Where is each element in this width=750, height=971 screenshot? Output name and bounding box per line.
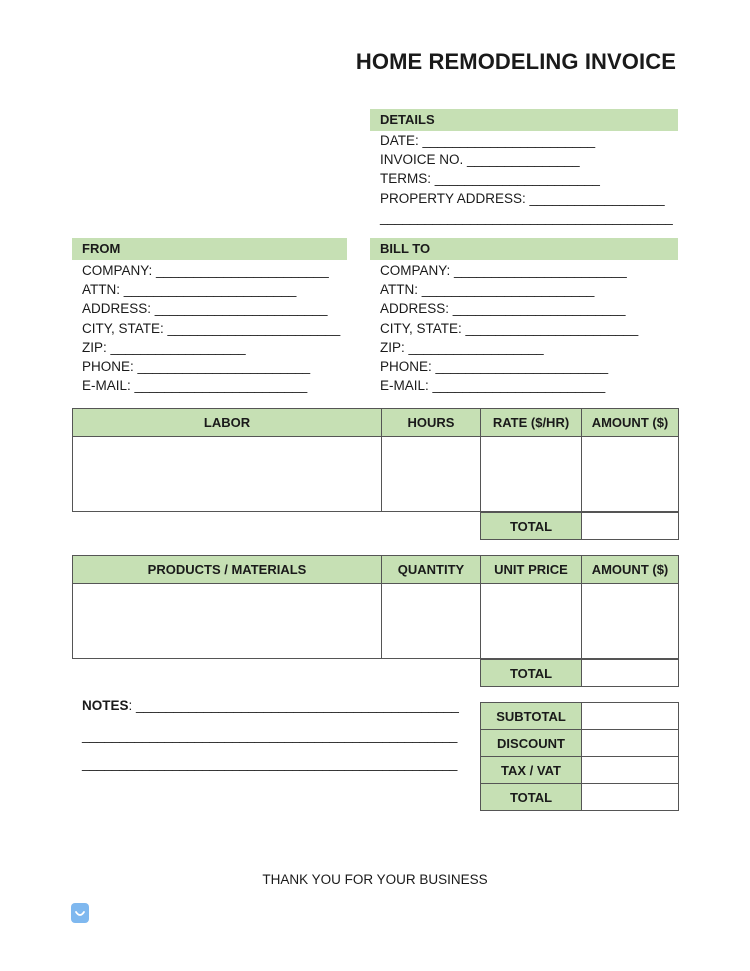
from-section <box>82 261 340 395</box>
labor-description-cell[interactable] <box>73 437 382 512</box>
notes-label: NOTES <box>82 698 129 713</box>
bill-to-section <box>380 261 638 395</box>
terms-field[interactable]: TERMS: ______________________ <box>380 171 600 187</box>
bill-to-address-field[interactable]: ADDRESS: _______________________ <box>380 301 626 317</box>
grand-total-label: TOTAL <box>481 784 582 811</box>
rate-cell[interactable] <box>481 437 582 512</box>
quantity-column-header: QUANTITY <box>382 556 481 584</box>
notes-line-2[interactable]: __________________________________________________ <box>82 728 458 743</box>
from-phone-field[interactable]: PHONE: _______________________ <box>82 359 311 375</box>
materials-table <box>72 555 679 659</box>
labor-amount-cell[interactable] <box>582 437 679 512</box>
labor-table <box>72 408 679 512</box>
bill-to-company-field[interactable]: COMPANY: _______________________ <box>380 263 627 278</box>
grand-total-row <box>481 784 679 811</box>
grand-total-value[interactable] <box>582 784 679 811</box>
materials-header-row <box>73 556 679 584</box>
from-city-state-field[interactable]: CITY, STATE: _______________________ <box>82 320 341 336</box>
bill-to-attn-field[interactable]: ATTN: _______________________ <box>380 282 595 298</box>
summary-table <box>480 702 679 811</box>
unit-price-cell[interactable] <box>481 584 582 659</box>
discount-row <box>481 730 679 757</box>
materials-description-cell[interactable] <box>73 584 382 659</box>
labor-entry-row <box>73 437 679 512</box>
details-section <box>380 131 673 227</box>
notes-line-1: : ___________________________________________ <box>128 698 459 713</box>
labor-amount-column-header: AMOUNT ($) <box>582 409 679 437</box>
tax-vat-label: TAX / VAT <box>481 757 582 784</box>
labor-total-table <box>480 512 679 540</box>
subtotal-value[interactable] <box>582 703 679 730</box>
discount-label: DISCOUNT <box>481 730 582 757</box>
from-email-field[interactable]: E-MAIL: _______________________ <box>82 378 308 394</box>
notes-first-line[interactable] <box>82 698 459 713</box>
labor-column-header: LABOR <box>73 409 382 437</box>
property-address-line-2[interactable]: _______________________________________ <box>380 209 673 225</box>
materials-amount-cell[interactable] <box>582 584 679 659</box>
materials-entry-row <box>73 584 679 659</box>
thank-you-footer: THANK YOU FOR YOUR BUSINESS <box>262 872 488 887</box>
from-heading: FROM <box>72 238 347 260</box>
bill-to-city-state-field[interactable]: CITY, STATE: _______________________ <box>380 320 639 336</box>
bill-to-heading: BILL TO <box>370 238 678 260</box>
subtotal-label: SUBTOTAL <box>481 703 582 730</box>
tax-vat-value[interactable] <box>582 757 679 784</box>
invoice-title: HOME REMODELING INVOICE <box>355 49 676 74</box>
from-attn-field[interactable]: ATTN: _______________________ <box>82 282 297 298</box>
brand-logo-icon <box>71 903 89 923</box>
property-address-field[interactable]: PROPERTY ADDRESS: __________________ <box>380 190 665 206</box>
materials-total-table <box>480 659 679 687</box>
from-address-field[interactable]: ADDRESS: _______________________ <box>82 301 328 317</box>
unit-price-column-header: UNIT PRICE <box>481 556 582 584</box>
hours-cell[interactable] <box>382 437 481 512</box>
labor-header-row <box>73 409 679 437</box>
notes-line-3[interactable]: __________________________________________________ <box>82 756 458 771</box>
notes-section <box>82 698 459 771</box>
details-heading: DETAILS <box>370 109 678 131</box>
labor-total-label: TOTAL <box>481 513 582 540</box>
from-zip-field[interactable]: ZIP: __________________ <box>82 339 246 355</box>
quantity-cell[interactable] <box>382 584 481 659</box>
labor-total-value[interactable] <box>582 513 679 540</box>
date-field[interactable]: DATE: _______________________ <box>380 133 596 148</box>
materials-total-label: TOTAL <box>481 660 582 687</box>
materials-amount-column-header: AMOUNT ($) <box>582 556 679 584</box>
from-company-field[interactable]: COMPANY: _______________________ <box>82 263 329 278</box>
bill-to-phone-field[interactable]: PHONE: _______________________ <box>380 359 609 375</box>
bill-to-zip-field[interactable]: ZIP: __________________ <box>380 339 544 355</box>
invoice-number-field[interactable]: INVOICE NO. _______________ <box>380 152 580 168</box>
subtotal-row <box>481 703 679 730</box>
rate-column-header: RATE ($/HR) <box>481 409 582 437</box>
tax-row <box>481 757 679 784</box>
discount-value[interactable] <box>582 730 679 757</box>
hours-column-header: HOURS <box>382 409 481 437</box>
materials-total-value[interactable] <box>582 660 679 687</box>
bill-to-email-field[interactable]: E-MAIL: _______________________ <box>380 378 606 394</box>
materials-column-header: PRODUCTS / MATERIALS <box>73 556 382 584</box>
